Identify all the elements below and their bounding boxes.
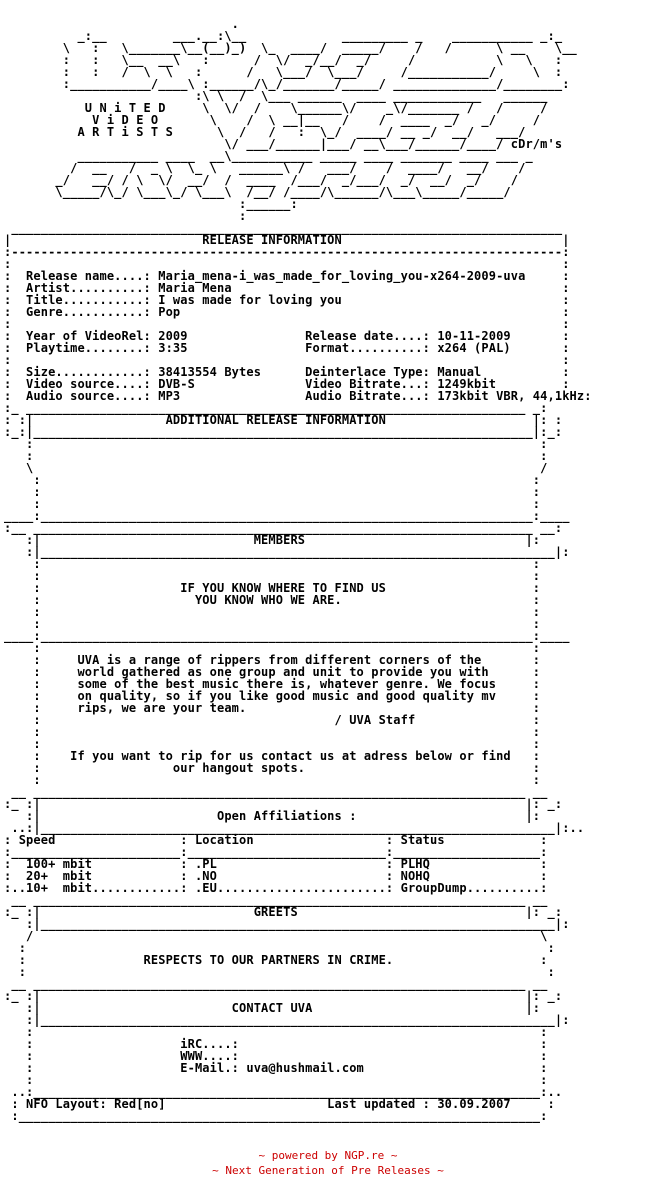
footer-powered-line [0, 1148, 656, 1163]
footer-suffix: ~ [384, 1149, 398, 1162]
footer-prefix: ~ [258, 1149, 272, 1162]
nfo-text: . _:__ ___.__:\__ _________ _ ___________ _:_ \ : \_______\__(__)_) \_ ____/ _____/ / / \ __ \__ : : \__ __\ : / \/ _/__/ _/ / \ \ : : : / \ \ : / \___/ \___/ /___________/ \ : :___________/____\ :______/\_/_______/_____/ ______________/________: :\ \ / \___ ______ ____ ____________ ______ U N i T E D \ \/ / \______\/ _\/_______ / / / V i D E O \ / \ __|__ / / ____ _/ _/ / A R T i S T S \ / / : \_/ ____/ __ _/ __/ ___/ \/ ___/______|___/ __\___/______/____/ cDr/m's ___________ ____ __\___________ _____ ____ _______ ____ ___ _ / __ / _ \ \_ \ ______\ / ___/ / ____/ __/ / _/ __/ / \ \/ __/ / ____ /___/ _/___/ _/ __/ _/ / \_____/\_/ \___\_/ \___\ /__/ /____/\______/\___\_____/_____/ :______: : ___________________________________________________________________________ | RELEASE INFORMATION | :---------------------------------------------------------------------------: : : : Release name....: Maria_mena-i_was_made_for_loving_you-x264-2009-uva : : Artist..........: Maria Mena : : Title...........: I was made for loving you : : Genre...........: Pop : : : : Year of VideoRel: 2009 Release date....: 10-11-2009 : : Playtime........: 3:35 Format..........: x264 (PAL) : : : : Size............: 38413554 Bytes Deinterlace Type: Manual : : Video source....: DVB-S Video Bitrate...: 1249kbit : : Audio source....: MP3 Audio Bitrate...: 173kbit VBR, 44,1kHz: :_ ____________________________________________________________________ _: : :| ADDITIONAL RELEASE INFORMATION |: : :_:|____________________________________________________________________|:_: : : : : \ / : : : : : : ____:___________________________________________________________________:____ :__ ____________________________________________________________________ __: :| MEMBERS |: :|______________________________________________________________________|: : : : : : IF YOU KNOW WHERE TO FIND US : : YOU KNOW WHO WE ARE. : : : : : ____:___________________________________________________________________:____ : : : UVA is a range of rippers from different corners of the : : world gathered as one group and unit to provide you with : : some of the best music there is, whatever genre. We focus : : on quality, so if you like good music and good quality mv : : rips, we are your team. : : / UVA Staff : : : : : : If you want to rip for us contact us at adress below or find : : our hangout spots. : : : __ ___________________________________________________________________ __ :_ :| |: _: :| Open Affiliations : |: ..:|______________________________________________________________________|:.. : Speed : Location : Status : :_______________________:___________________________:____________________: : 100+ mbit : .PL : PLHQ : : 20+ mbit : .NO : NOHQ : :..10+ mbit............: .EU.......................: GroupDump..........: __ ___________________________________________________________________ __ :_ :| GREETS |: _: :|______________________________________________________________________|: / \ : : : RESPECTS TO OUR PARTNERS IN CRIME. : : : __ ___________________________________________________________________ __ :_ :| |: _: :| CONTACT UVA |: :|______________________________________________________________________|: : : : iRC....: : : WWW....: : : E-Mail.: uva@hushmail.com : : : ..:_____________________________________________________________________:.. : NFO Layout: Red[no] Last updated : 30.09.2007 : :_______________________________________________________________________: [4, 17, 592, 1123]
powered-by-link[interactable]: powered by NGP.re [271, 1149, 385, 1162]
footer [0, 1148, 656, 1178]
footer-tagline: ~ Next Generation of Pre Releases ~ [212, 1164, 444, 1177]
